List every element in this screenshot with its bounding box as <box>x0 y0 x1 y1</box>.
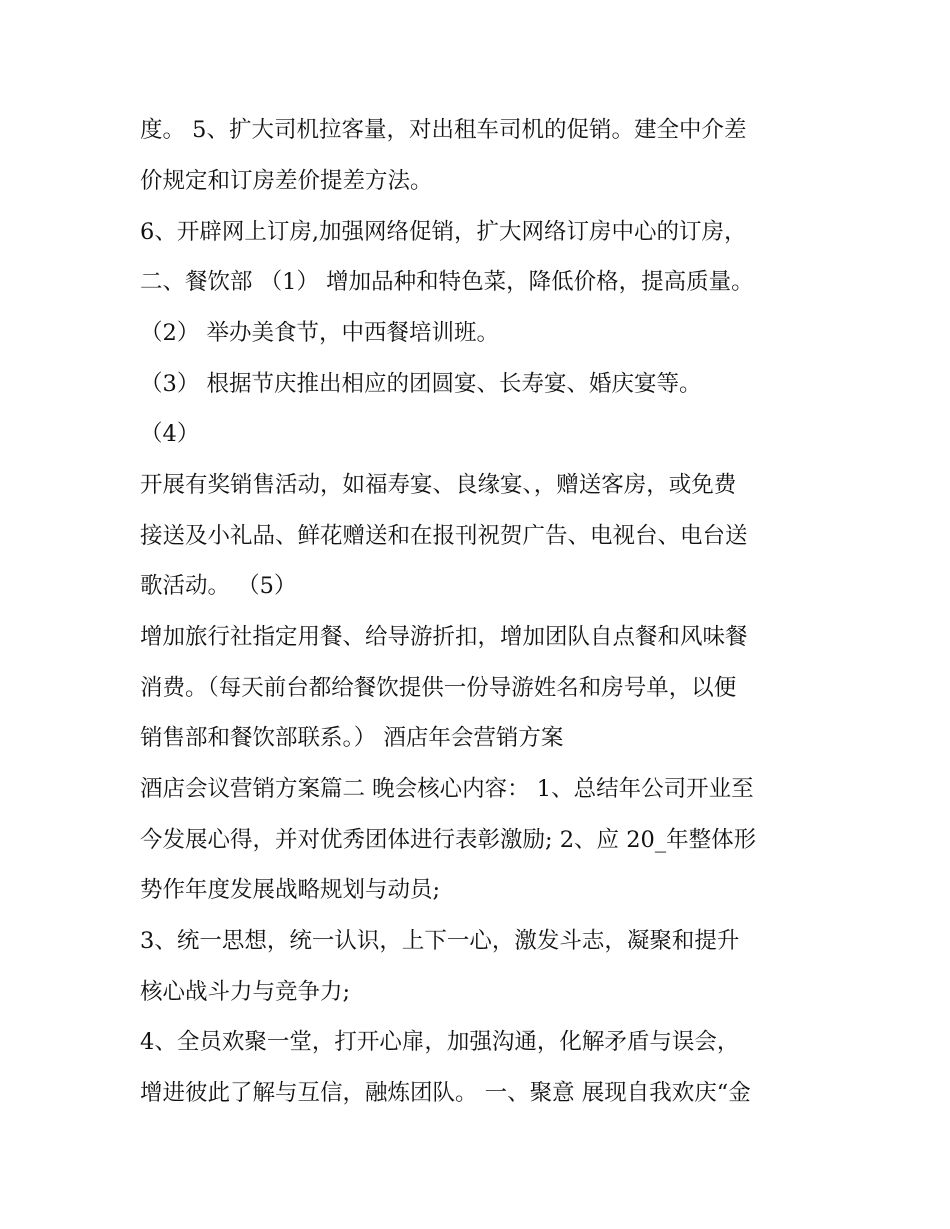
text-line: 增进彼此了解与互信，融炼团队。 一、聚意 展现自我欢庆“金 <box>140 1080 751 1106</box>
text-line: 酒店会议营销方案篇二 晚会核心内容： 1、总结年公司开业至 <box>140 776 754 802</box>
text-line: 接送及小礼品、鲜花赠送和在报刊祝贺广告、电视台、电台送 <box>140 523 748 549</box>
text-line: 核心战斗力与竞争力; <box>140 979 351 1005</box>
text-line: 消费。（每天前台都给餐饮提供一份导游姓名和房号单，以便 <box>140 675 737 701</box>
text-line: （3） 根据节庆推出相应的团圆宴、长寿宴、婚庆宴等。 <box>140 371 702 397</box>
text-line: 歌活动。 （5） <box>140 573 297 599</box>
text-line: 二、餐饮部 （1） 增加品种和特色菜，降低价格，提高质量。 <box>140 269 754 295</box>
text-line: 度。 5、扩大司机拉客量，对出租车司机的促销。建全中介差 <box>140 117 747 143</box>
text-line: 6、开辟网上订房,加强网络促销，扩大网络订房中心的订房， <box>140 219 747 245</box>
text-line: 势作年度发展战略规划与动员; <box>140 877 441 903</box>
text-line: 销售部和餐饮部联系。） 酒店年会营销方案 <box>140 725 564 751</box>
text-line: （4） <box>140 421 200 447</box>
text-line: 增加旅行社指定用餐、给导游折扣，增加团队自点餐和风味餐 <box>140 624 748 650</box>
text-line: 开展有奖销售活动，如福寿宴、良缘宴、，赠送客房，或免费 <box>140 472 737 498</box>
text-line: 3、统一思想，统一认识，上下一心，激发斗志，凝聚和提升 <box>140 928 740 954</box>
text-line: 4、全员欢聚一堂，打开心扉，加强沟通，化解矛盾与误会， <box>140 1029 740 1055</box>
text-line: 今发展心得，并对优秀团体进行表彰激励; 2、应 20_年整体形 <box>140 827 757 853</box>
text-line: 价规定和订房差价提差方法。 <box>140 168 433 194</box>
text-line: （2） 举办美食节，中西餐培训班。 <box>140 320 499 346</box>
